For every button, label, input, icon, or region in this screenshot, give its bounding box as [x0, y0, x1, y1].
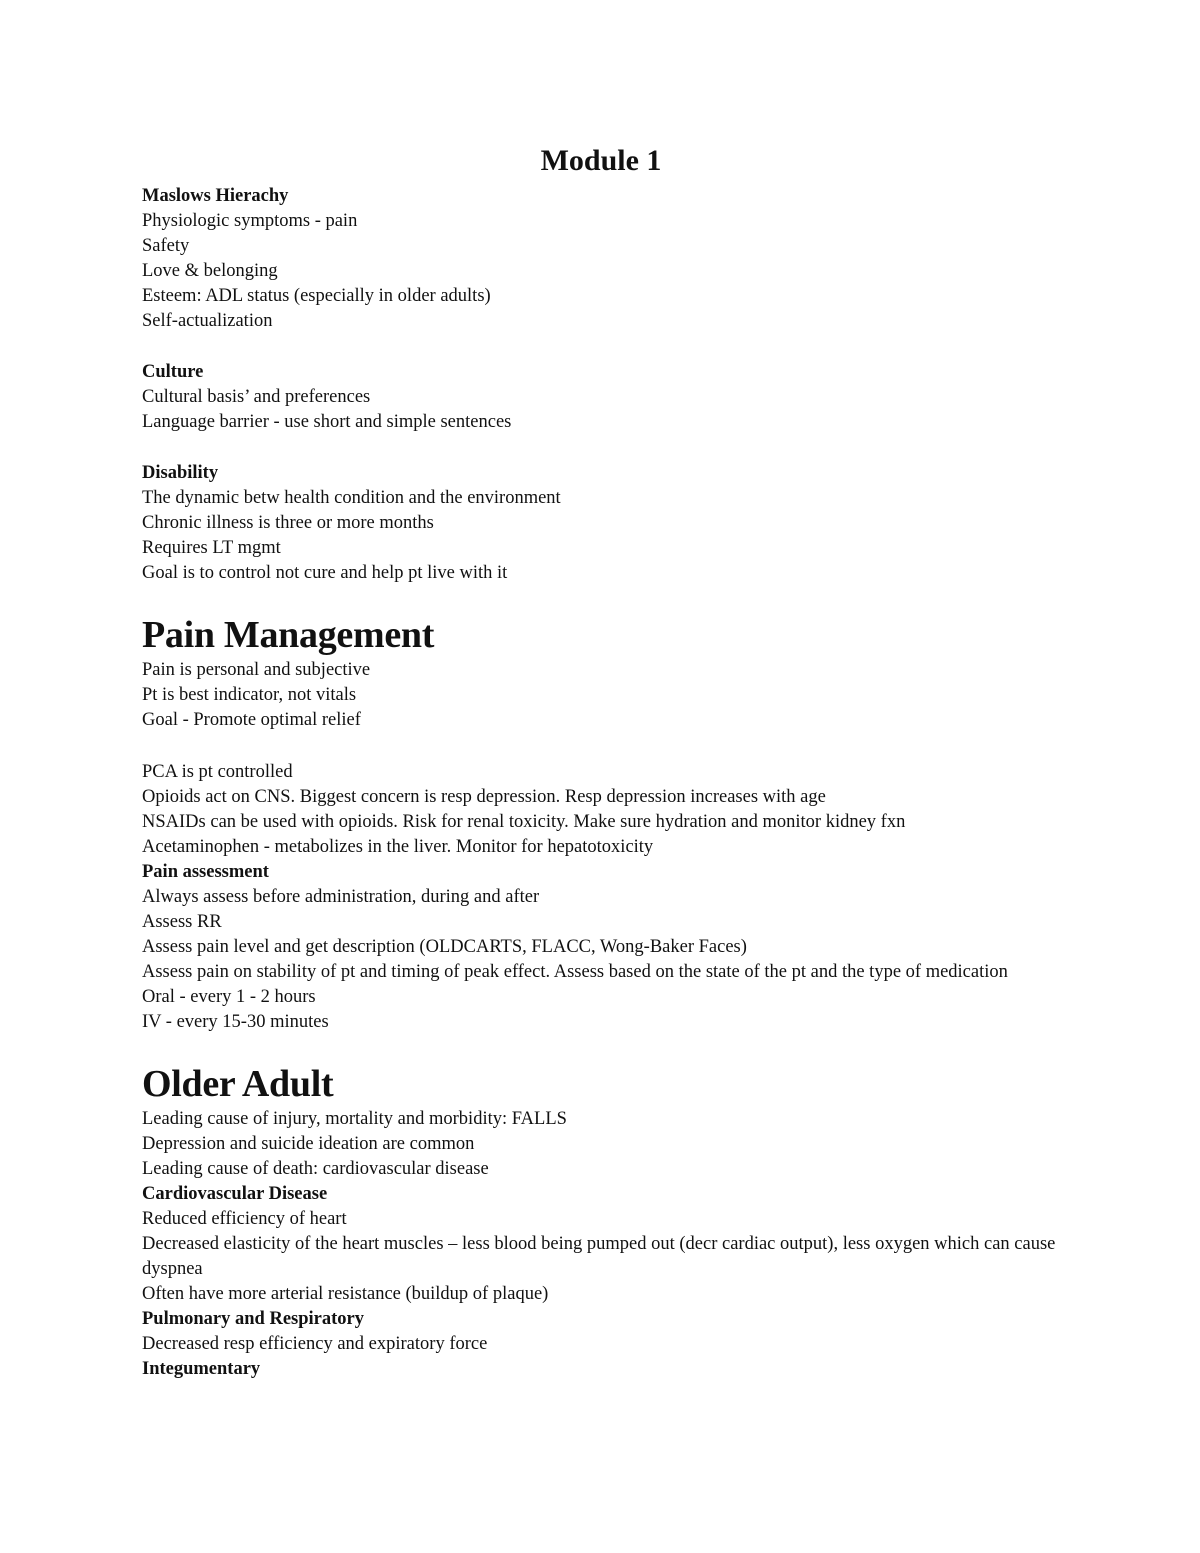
disability-line: Goal is to control not cure and help pt live with it	[142, 563, 508, 583]
cardiovascular-heading: Cardiovascular Disease	[142, 1184, 328, 1204]
culture-section	[142, 360, 1062, 435]
culture-line: Cultural basis’ and preferences	[142, 387, 371, 407]
pulmonary-heading: Pulmonary and Respiratory	[142, 1309, 364, 1329]
older-adult-heading: Older Adult	[142, 1063, 334, 1105]
pain-med-line: PCA is pt controlled	[142, 762, 293, 782]
spacer	[142, 586, 1062, 613]
cardio-line: Reduced efficiency of heart	[142, 1209, 347, 1229]
older-adult-section	[142, 1062, 1062, 1382]
maslow-line: Physiologic symptoms - pain	[142, 211, 358, 231]
pulmonary-line: Decreased resp efficiency and expiratory force	[142, 1334, 488, 1354]
disability-line: Chronic illness is three or more months	[142, 513, 434, 533]
page-title: Module 1	[540, 144, 662, 177]
disability-line: Requires LT mgmt	[142, 538, 281, 558]
pain-assessment-line: Assess pain on stability of pt and timing of peak effect. Assess based on the state of the pt and the type of medication	[142, 962, 1008, 982]
pain-intro-line: Pt is best indicator, not vitals	[142, 685, 357, 705]
pain-assessment-line: Oral - every 1 - 2 hours	[142, 987, 316, 1007]
pain-assessment-line: Assess RR	[142, 912, 222, 932]
maslow-line: Safety	[142, 236, 190, 256]
older-intro-line: Leading cause of injury, mortality and morbidity: FALLS	[142, 1109, 567, 1129]
pain-assessment-heading: Pain assessment	[142, 862, 269, 882]
integumentary-heading: Integumentary	[142, 1359, 261, 1379]
maslow-section	[142, 184, 1062, 334]
pain-assessment-line: Always assess before administration, during and after	[142, 887, 540, 907]
pain-assessment-line: Assess pain level and get description (OLDCARTS, FLACC, Wong-Baker Faces)	[142, 937, 747, 957]
maslow-line: Love & belonging	[142, 261, 278, 281]
maslow-line: Self-actualization	[142, 311, 273, 331]
cardio-line: Often have more arterial resistance (buildup of plaque)	[142, 1284, 549, 1304]
maslow-heading: Maslows Hierachy	[142, 186, 289, 206]
maslow-line: Esteem: ADL status (especially in older adults)	[142, 286, 491, 306]
pain-management-heading: Pain Management	[142, 614, 435, 656]
disability-heading: Disability	[142, 463, 219, 483]
pain-assessment-line: IV - every 15-30 minutes	[142, 1012, 329, 1032]
document-page	[142, 143, 1062, 1382]
disability-line: The dynamic betw health condition and the environment	[142, 488, 561, 508]
cardio-line: Decreased elasticity of the heart muscles – less blood being pumped out (decr cardiac output), less oxygen which can cause dyspnea	[142, 1234, 1056, 1279]
pain-med-line: Acetaminophen - metabolizes in the liver. Monitor for hepatotoxicity	[142, 837, 654, 857]
older-intro-line: Depression and suicide ideation are common	[142, 1134, 475, 1154]
pain-intro-line: Pain is personal and subjective	[142, 660, 371, 680]
pain-med-line: Opioids act on CNS. Biggest concern is resp depression. Resp depression increases with age	[142, 787, 826, 807]
spacer	[142, 733, 1062, 760]
pain-management-section	[142, 613, 1062, 1035]
spacer	[142, 1035, 1062, 1062]
pain-intro-line: Goal - Promote optimal relief	[142, 710, 361, 730]
culture-heading: Culture	[142, 362, 204, 382]
disability-section	[142, 461, 1062, 586]
spacer	[142, 334, 1062, 360]
culture-line: Language barrier - use short and simple sentences	[142, 412, 512, 432]
spacer	[142, 435, 1062, 461]
older-intro-line: Leading cause of death: cardiovascular disease	[142, 1159, 489, 1179]
pain-med-line: NSAIDs can be used with opioids. Risk for renal toxicity. Make sure hydration and monitor kidney fxn	[142, 812, 906, 832]
